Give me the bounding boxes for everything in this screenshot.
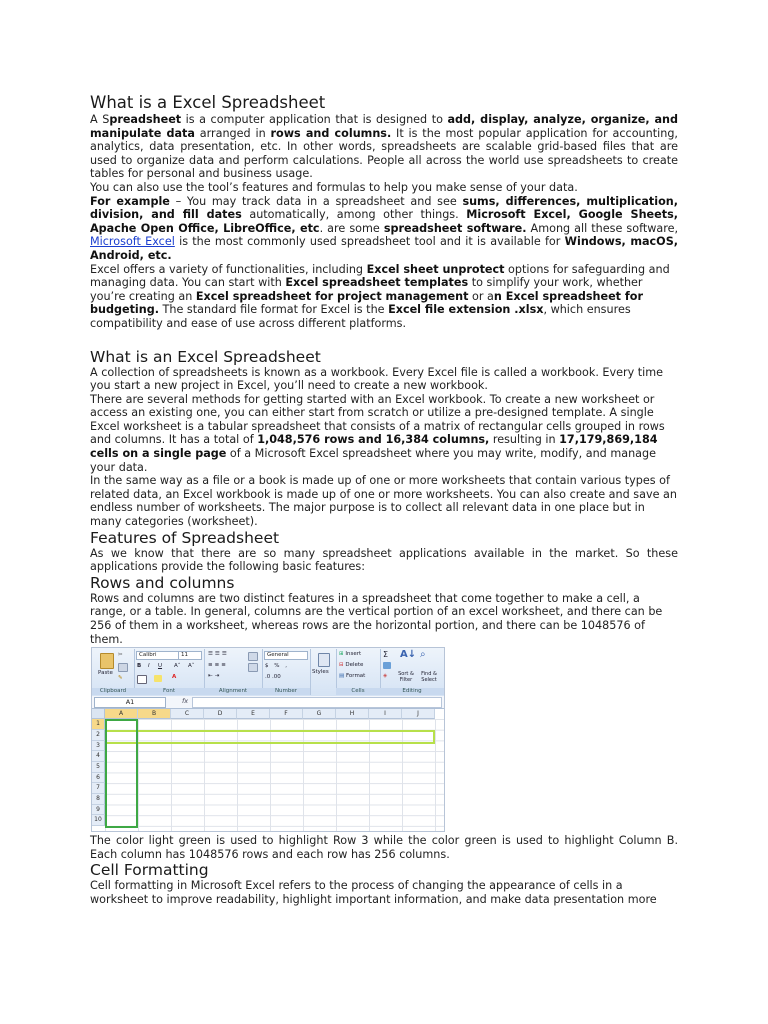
sort-filter-icon: A↓ <box>400 649 417 661</box>
offers-paragraph <box>90 263 678 331</box>
intro-paragraph <box>90 113 678 181</box>
alignment-group <box>204 649 263 695</box>
align-horizontal-icons: ≡≡≡ <box>208 662 228 669</box>
text-run: to simplify your work, whether you’re creating an <box>90 276 643 303</box>
paste-icon <box>100 653 114 669</box>
workbook-paragraph-1: A collection of spreadsheets is known as a workbook. Every Excel file is called a workbook. Every time you start a new project in Excel, you’ll need to create a new workbook. <box>90 365 664 393</box>
font-color-icon: A <box>172 674 177 681</box>
column-header-b[interactable]: B <box>138 709 171 719</box>
select-all-corner <box>92 709 105 719</box>
section-heading-features: Features of Spreadsheet <box>90 528 280 547</box>
row-header-9[interactable]: 9 <box>92 805 105 816</box>
rows-columns-paragraph: Rows and columns are two distinct features in a spreadsheet that come together to make a cell, a range, or a table. In general, columns are the vertical portion of an excel worksheet, and there can be 256 of them in a worksheet, whereas rows are the horizontal portion, and there can be 1048576 of them. <box>90 591 663 646</box>
column-header-h[interactable]: H <box>336 709 369 719</box>
font-label: Font <box>134 688 204 695</box>
bold-text: spreadsheet software. <box>383 221 527 235</box>
column-header-g[interactable]: G <box>303 709 336 719</box>
bold-text: Microsoft Excel, Google Sheets, Apache Open Office, LibreOffice, etc <box>90 208 678 235</box>
bold-text: rows and columns. <box>270 126 392 140</box>
insert-cells-button: ⊞ Insert <box>339 651 362 658</box>
bold-text: preadsheet <box>109 113 182 126</box>
example-paragraph <box>90 195 678 263</box>
bold-text: 1,048,576 rows and 16,384 columns, <box>257 433 490 447</box>
autosum-icon: Σ <box>383 650 389 660</box>
format-cells-button: ▤ Format <box>339 673 366 680</box>
column-header-j[interactable]: J <box>402 709 435 719</box>
styles-icon <box>318 653 330 667</box>
bold-icon: B <box>137 663 142 670</box>
editing-group <box>380 649 444 695</box>
number-label: Number <box>262 688 310 695</box>
editing-label: Editing <box>380 688 444 695</box>
features-paragraph: As we know that there are so many spreadsheet applications available in the market. So these applications provide the following basic features: <box>90 546 678 574</box>
text-run: is the most commonly used spreadsheet tool and it is available for <box>174 235 565 249</box>
font-size-box: 11 <box>178 651 202 660</box>
cells-group <box>336 649 381 695</box>
bold-text: n Excel spreadsheet for budgeting. <box>90 289 643 317</box>
workbook-paragraph-3: In the same way as a file or a book is made up of one or more worksheets that contain various types of related data, an Excel workbook is made up of one or more worksheets. You can also create and save an endless number of worksheets. The major purpose is to collect all relevant data in one place but in many categories (worksheet). <box>90 474 677 529</box>
bold-text: 17,179,869,184 cells on a single page <box>90 433 658 461</box>
italic-icon: I <box>148 663 150 670</box>
format-painter-icon: ✎ <box>118 675 123 682</box>
styles-button-label: Styles <box>312 669 329 676</box>
text-run: resulting in <box>489 433 560 447</box>
fx-icon: fx <box>182 697 189 706</box>
fill-color-icon <box>154 675 162 682</box>
row-header-10[interactable]: 10 <box>92 815 105 826</box>
clear-icon: ◈ <box>383 673 388 680</box>
alignment-label: Alignment <box>204 688 262 695</box>
column-header-a[interactable]: A <box>105 709 138 719</box>
text-run: automatically, among other things. <box>241 208 467 222</box>
decimal-icons: .0 .00 <box>265 674 281 681</box>
bold-text: Excel file extension .xlsx <box>388 303 544 317</box>
column-b-highlight <box>105 719 138 828</box>
sort-filter-label: Sort & Filter <box>398 671 414 684</box>
borders-icon <box>137 675 147 684</box>
delete-cells-button: ⊟ Delete <box>339 662 364 669</box>
row-header-2[interactable]: 2 <box>92 730 105 741</box>
row-header-8[interactable]: 8 <box>92 794 105 805</box>
bold-text: For example <box>90 194 170 208</box>
row-header-4[interactable]: 4 <box>92 751 105 762</box>
formula-input <box>192 697 442 708</box>
shrink-font-icon: A˅ <box>188 663 195 670</box>
bold-text: Excel spreadsheet for project management <box>195 289 469 303</box>
bold-text: add, display, analyze, organize, and manipulate data <box>90 113 679 140</box>
row-header-5[interactable]: 5 <box>92 762 105 773</box>
text-run: Among all these software, <box>526 221 679 235</box>
text-run: arranged in <box>194 126 271 140</box>
column-header-e[interactable]: E <box>237 709 270 719</box>
row-header-7[interactable]: 7 <box>92 783 105 794</box>
paste-label: Paste <box>98 670 113 677</box>
clipboard-group <box>92 649 135 695</box>
microsoft-excel-link[interactable]: Microsoft Excel <box>90 235 175 249</box>
cut-icon: ✂ <box>118 652 123 659</box>
bold-text: Excel spreadsheet templates <box>285 276 469 290</box>
number-group <box>262 649 311 695</box>
text-run: – You may track data in a spreadsheet and see <box>169 194 463 208</box>
font-name-box: Calibri <box>136 651 180 660</box>
row-header-1[interactable]: 1 <box>92 719 105 730</box>
wrap-text-icon <box>248 652 258 661</box>
underline-icon: U <box>158 663 163 670</box>
indent-icons: ⇤⇥ <box>208 673 222 680</box>
excel-ribbon <box>92 648 444 697</box>
text-run: or a <box>468 289 494 303</box>
find-select-label: Find & Select <box>421 671 437 684</box>
styles-group <box>310 649 337 695</box>
column-header-f[interactable]: F <box>270 709 303 719</box>
formula-bar <box>92 696 444 709</box>
workbook-paragraph-2 <box>90 393 678 475</box>
bold-text: Excel sheet unprotect <box>366 262 505 276</box>
cell-formatting-paragraph: Cell formatting in Microsoft Excel refers to the process of changing the appearance of cells in a worksheet to improve readability, highlight important information, and make data presentation more <box>90 879 657 906</box>
bold-text: sums, differences, multiplication, division, and fill dates <box>90 194 678 222</box>
page-title: What is a Excel Spreadsheet <box>90 93 326 112</box>
row-3-highlight <box>105 730 435 744</box>
also-paragraph: You can also use the tool’s features and formulas to help you make sense of your data. <box>90 180 578 194</box>
text-run: A S <box>90 113 110 126</box>
clipboard-label: Clipboard <box>92 688 134 695</box>
text-run: . are some <box>319 221 384 235</box>
text-run: options for safeguarding and managing data. You can start with <box>90 262 670 290</box>
grow-font-icon: A˄ <box>174 663 181 670</box>
row-header-6[interactable]: 6 <box>92 773 105 784</box>
name-box: A1 <box>94 697 166 708</box>
currency-percent-icons: $ % , <box>265 663 289 670</box>
merge-center-icon <box>248 663 258 672</box>
text-run: There are several methods for getting started with an Excel workbook. To create a new worksheet or access an existing one, you can either start from scratch or utilize a pre-designed template. A single Excel worksheet is a tabular spreadsheet that consists of a matrix of rectangular cells grouped in rows and columns. It has a total of <box>90 392 665 447</box>
document <box>90 93 678 907</box>
find-select-icon: ⌕ <box>420 649 426 661</box>
column-header-c[interactable]: C <box>171 709 204 719</box>
text-run: is a computer application that is designed to <box>181 113 448 126</box>
text-run: of a Microsoft Excel spreadsheet where you may write, modify, and manage your data. <box>90 447 657 474</box>
row-header-3[interactable]: 3 <box>92 741 105 752</box>
fill-icon <box>383 662 391 669</box>
column-header-d[interactable]: D <box>204 709 237 719</box>
text-run: Excel offers a variety of functionalities, including <box>90 262 367 276</box>
align-vertical-icons: ☰☰☰ <box>208 651 229 658</box>
cells-label: Cells <box>336 688 380 695</box>
bold-text: Windows, macOS, Android, etc. <box>90 235 678 262</box>
copy-icon <box>118 663 128 672</box>
text-run: , which ensures compatibility and ease of use across different platforms. <box>90 303 631 330</box>
font-group <box>134 649 205 695</box>
figure-caption: The color light green is used to highlight Row 3 while the color green is used to highlight Column B. Each column has 1048576 rows and each row has 256 columns. <box>90 834 678 861</box>
excel-screenshot <box>91 647 445 832</box>
column-header-i[interactable]: I <box>369 709 402 719</box>
section-heading-workbook: What is an Excel Spreadsheet <box>90 347 321 366</box>
section-heading-cell-formatting: Cell Formatting <box>90 861 209 880</box>
text-run: It is the most popular application for accounting, analytics, data presentation, etc. In other words, spreadsheets are scalable grid-based files that are used to organize data and perform calculations. People all across the world use spreadsheets to create tables for personal and business usage. <box>90 126 678 181</box>
number-format-box: General <box>264 651 308 660</box>
text-run: The standard file format for Excel is the <box>158 303 389 317</box>
section-heading-rows-columns: Rows and columns <box>90 573 235 592</box>
